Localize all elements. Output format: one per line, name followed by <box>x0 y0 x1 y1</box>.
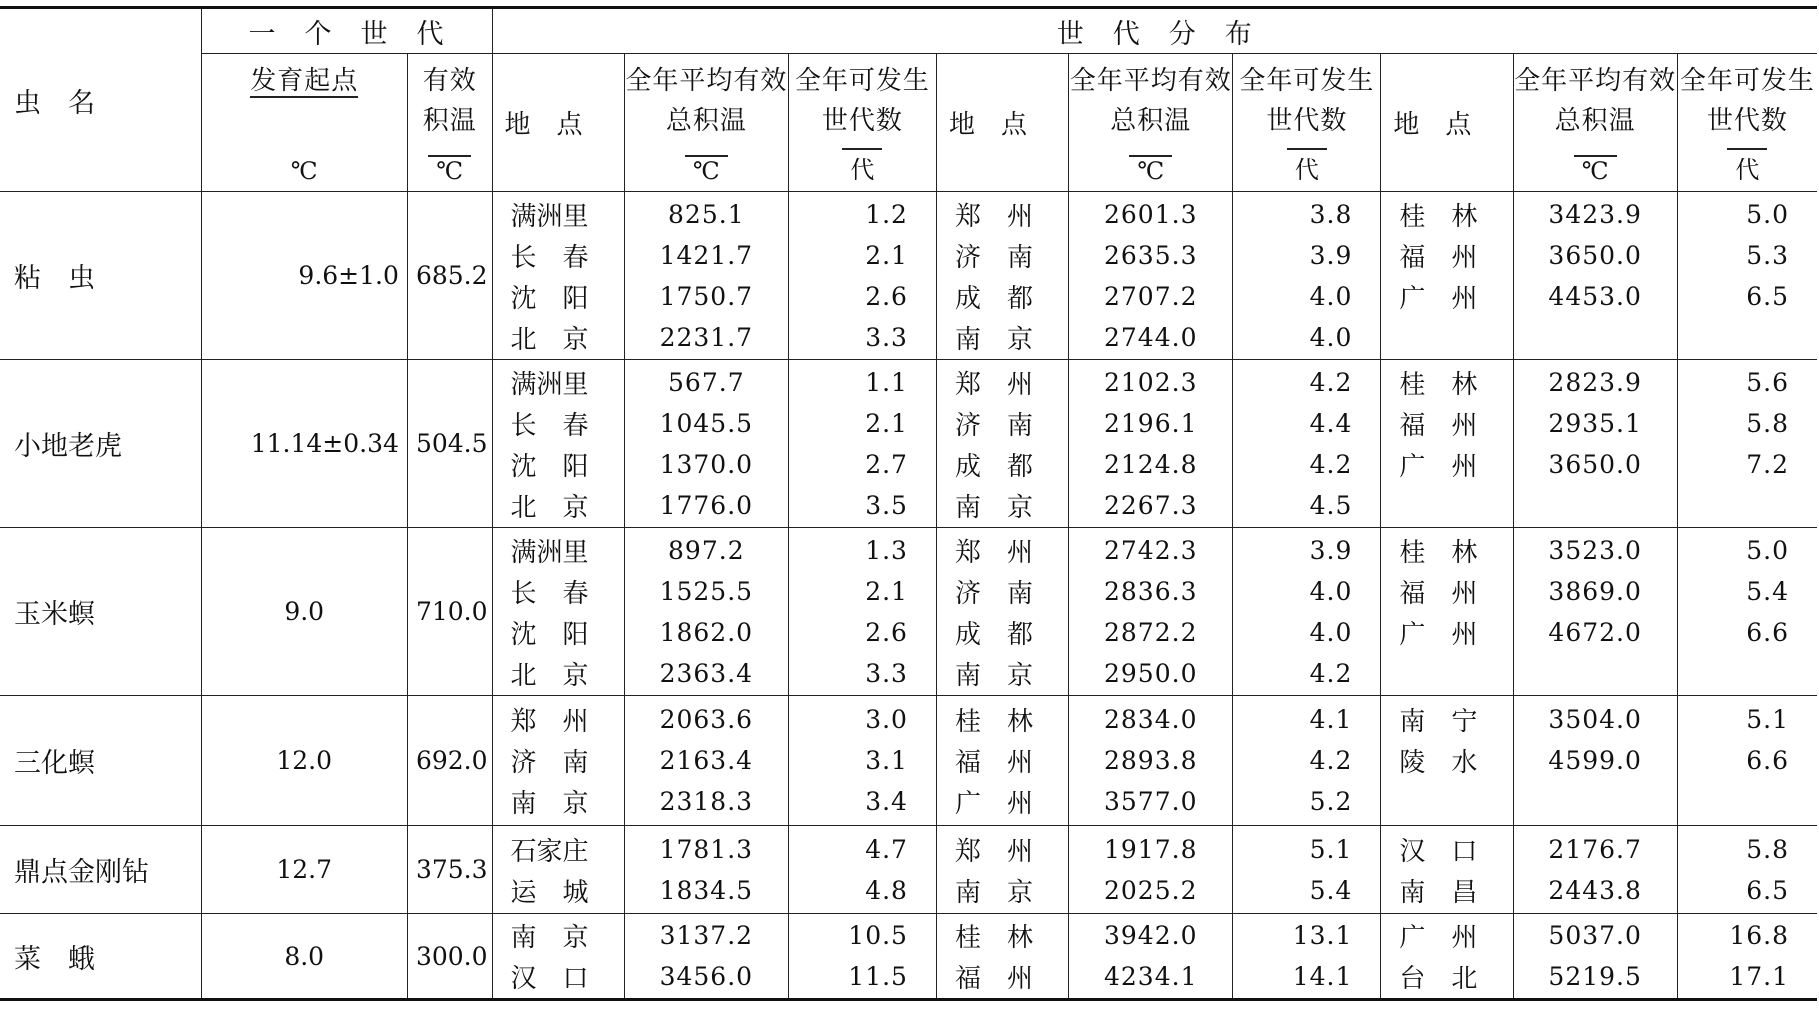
annual-temp-value: 3942.0 <box>1104 921 1198 950</box>
place-name: 成 都 <box>954 451 1033 482</box>
place-name: 济 南 <box>954 578 1033 609</box>
annual-temp-value: 3577.0 <box>1104 787 1198 816</box>
annual-temp-list <box>1513 528 1677 696</box>
annual-gen-value: 16.8 <box>1729 921 1789 950</box>
table-row <box>0 360 1817 528</box>
place-list <box>492 696 624 826</box>
place-name: 南 京 <box>954 324 1033 355</box>
annual-gen-value: 6.6 <box>1746 746 1789 775</box>
annual-gen-value: 4.1 <box>1309 705 1353 734</box>
annual-gen-value: 5.1 <box>1309 834 1353 864</box>
effective-temp-value: 504.5 <box>407 360 492 528</box>
annual-gen-value: 2.1 <box>865 576 908 606</box>
place-name: 长 春 <box>510 410 589 441</box>
annual-temp-value: 5037.0 <box>1548 921 1642 950</box>
one-generation-header: 一 个 世 代 <box>201 8 492 54</box>
annual-temp-value: 2834.0 <box>1104 705 1198 734</box>
annual-temp-value: 3456.0 <box>659 962 754 991</box>
annual-temp-value: 2635.3 <box>1104 240 1198 270</box>
annual-gen-list <box>1677 528 1817 696</box>
place-list <box>492 914 624 1000</box>
annual-gen-list <box>788 360 936 528</box>
annual-temp-value: 4599.0 <box>1548 746 1642 775</box>
annual-gen-list <box>1677 696 1817 826</box>
annual-temp-value: 3869.0 <box>1548 576 1642 606</box>
annual-gen-value: 3.5 <box>865 490 908 520</box>
annual-temp-value: 2163.4 <box>659 746 754 775</box>
annual-gen-value: 5.3 <box>1746 240 1789 270</box>
place-header-2: 地 点 <box>936 54 1068 192</box>
annual-gen-value: 13.1 <box>1292 921 1353 950</box>
annual-temp-value: 1776.0 <box>659 490 754 520</box>
annual-temp-header-1: 全年平均有效总积温 ℃ <box>624 54 788 192</box>
annual-temp-list <box>1069 528 1233 696</box>
annual-gen-list <box>1233 192 1381 360</box>
annual-temp-value: 2707.2 <box>1104 281 1198 311</box>
table-row <box>0 192 1817 360</box>
annual-temp-value: 2363.4 <box>659 658 754 688</box>
annual-gen-header-2: 全年可发生世代数 代 <box>1233 54 1381 192</box>
annual-temp-value: 2231.7 <box>659 322 754 352</box>
annual-temp-value: 1781.3 <box>659 834 754 864</box>
place-name: 沈 阳 <box>510 451 589 482</box>
annual-gen-value: 4.0 <box>1309 576 1353 606</box>
generation-distribution-header: 世 代 分 布 <box>492 8 1817 54</box>
annual-temp-list <box>1513 914 1677 1000</box>
annual-temp-value: 2744.0 <box>1104 322 1198 352</box>
place-list <box>1381 826 1513 914</box>
annual-gen-value: 5.6 <box>1746 367 1789 397</box>
place-list <box>936 528 1068 696</box>
annual-temp-value: 1421.7 <box>659 240 754 270</box>
insect-name-text: 鼎点金刚钻 <box>14 857 149 888</box>
annual-gen-list <box>1233 528 1381 696</box>
annual-gen-list <box>1233 360 1381 528</box>
table-row <box>0 826 1817 914</box>
annual-temp-value: 2742.3 <box>1104 535 1198 565</box>
place-name: 郑 州 <box>510 707 589 737</box>
place-name: 南 昌 <box>1399 877 1478 908</box>
effective-temp-value: 692.0 <box>407 696 492 826</box>
annual-gen-value: 5.0 <box>1746 199 1789 229</box>
place-list <box>936 826 1068 914</box>
annual-temp-value: 3423.9 <box>1548 199 1642 229</box>
annual-temp-value: 2196.1 <box>1104 408 1198 438</box>
insect-name <box>0 696 201 826</box>
insect-name <box>0 914 201 1000</box>
place-name: 南 宁 <box>1399 707 1478 737</box>
annual-temp-value: 2443.8 <box>1548 875 1642 905</box>
annual-temp-value: 3650.0 <box>1548 449 1642 479</box>
annual-gen-value: 17.1 <box>1729 962 1789 991</box>
dev-threshold-header: 发育起点 ℃ <box>201 54 407 192</box>
place-name: 运 城 <box>510 877 589 908</box>
annual-temp-value: 2823.9 <box>1548 367 1642 397</box>
place-list <box>492 528 624 696</box>
place-name: 桂 林 <box>954 707 1033 737</box>
annual-gen-list <box>1233 826 1381 914</box>
place-name: 南 京 <box>954 877 1033 908</box>
annual-gen-value <box>1678 485 1817 526</box>
annual-temp-value: 1525.5 <box>659 576 754 606</box>
dev-threshold-value: 9.0 <box>201 528 407 696</box>
annual-temp-list <box>624 914 788 1000</box>
annual-temp-value: 3504.0 <box>1548 705 1642 734</box>
annual-gen-list <box>1677 192 1817 360</box>
annual-temp-value: 1370.0 <box>659 449 754 479</box>
place-name: 成 都 <box>954 619 1033 650</box>
annual-gen-value: 6.5 <box>1746 875 1789 905</box>
annual-gen-value: 5.2 <box>1309 787 1353 816</box>
place-list <box>1381 914 1513 1000</box>
annual-gen-header-1: 全年可发生世代数 代 <box>788 54 936 192</box>
dev-threshold-value: 11.14±0.34 <box>201 360 407 528</box>
place-name: 长 春 <box>510 578 589 609</box>
annual-temp-value: 2025.2 <box>1104 875 1198 905</box>
annual-temp-value: 2318.3 <box>659 787 754 816</box>
annual-gen-value: 5.1 <box>1746 705 1789 734</box>
dev-threshold-value: 12.0 <box>201 696 407 826</box>
annual-temp-list <box>1069 192 1233 360</box>
annual-gen-value: 6.5 <box>1746 281 1789 311</box>
annual-gen-list <box>1677 914 1817 1000</box>
annual-gen-value: 2.6 <box>865 281 908 311</box>
annual-temp-value: 3137.2 <box>659 921 754 950</box>
annual-temp-value: 567.7 <box>668 367 745 397</box>
insect-name-text: 三化螟 <box>14 748 95 779</box>
place-list <box>936 914 1068 1000</box>
insect-name-header: 虫 名 <box>0 8 201 192</box>
annual-temp-value: 2267.3 <box>1104 490 1198 520</box>
annual-gen-list <box>1233 914 1381 1000</box>
place-name: 北 京 <box>510 492 589 523</box>
annual-gen-value: 2.7 <box>865 449 908 479</box>
annual-temp-header-3: 全年平均有效总积温 ℃ <box>1513 54 1677 192</box>
dev-threshold-value: 9.6±1.0 <box>201 192 407 360</box>
place-name: 广 州 <box>1399 619 1478 650</box>
annual-temp-value: 4672.0 <box>1548 617 1642 647</box>
place-list <box>492 360 624 528</box>
annual-gen-value: 4.8 <box>865 875 908 905</box>
annual-gen-value: 3.4 <box>865 787 908 816</box>
annual-gen-value: 4.2 <box>1309 658 1353 688</box>
insect-name-text: 菜 蛾 <box>14 943 95 975</box>
annual-gen-value: 4.4 <box>1309 408 1353 438</box>
annual-gen-value: 3.9 <box>1309 535 1353 565</box>
annual-temp-value <box>1514 317 1677 358</box>
annual-gen-value: 3.0 <box>865 705 908 734</box>
place-name: 广 州 <box>1399 451 1478 482</box>
annual-temp-value: 1834.5 <box>659 875 754 905</box>
place-name: 桂 林 <box>1399 369 1478 400</box>
place-list <box>492 192 624 360</box>
annual-gen-value: 5.0 <box>1746 535 1789 565</box>
annual-temp-list <box>1069 914 1233 1000</box>
place-name: 沈 阳 <box>510 283 589 314</box>
annual-gen-list <box>788 696 936 826</box>
table-row <box>0 696 1817 826</box>
annual-temp-header-2: 全年平均有效总积温 ℃ <box>1069 54 1233 192</box>
insect-name <box>0 360 201 528</box>
annual-temp-list <box>624 696 788 826</box>
place-name: 郑 州 <box>954 369 1033 400</box>
annual-temp-value: 4453.0 <box>1548 281 1642 311</box>
effective-temp-header: 有效积温 ℃ <box>407 54 492 192</box>
place-name: 福 州 <box>1399 410 1478 441</box>
place-name: 南 京 <box>510 923 589 953</box>
effective-temp-value: 685.2 <box>407 192 492 360</box>
place-list <box>936 192 1068 360</box>
place-name: 汉 口 <box>1399 836 1478 867</box>
annual-temp-list <box>624 360 788 528</box>
annual-temp-value: 2124.8 <box>1104 449 1198 479</box>
annual-gen-value <box>1678 653 1817 694</box>
place-name: 满洲里 <box>510 537 589 568</box>
place-list <box>1381 192 1513 360</box>
place-name <box>1381 317 1512 358</box>
annual-temp-list <box>1513 826 1677 914</box>
annual-gen-value: 2.6 <box>865 617 908 647</box>
annual-temp-list <box>1513 360 1677 528</box>
annual-gen-value: 5.4 <box>1309 875 1353 905</box>
place-name <box>1381 485 1512 526</box>
place-list <box>492 826 624 914</box>
annual-gen-value: 4.2 <box>1309 746 1353 775</box>
annual-gen-value: 3.8 <box>1309 199 1353 229</box>
annual-temp-value: 1045.5 <box>659 408 754 438</box>
annual-gen-value: 7.2 <box>1746 449 1789 479</box>
place-name: 福 州 <box>954 964 1033 994</box>
annual-gen-value: 4.7 <box>865 834 908 864</box>
table-row <box>0 528 1817 696</box>
place-name: 陵 水 <box>1399 748 1478 778</box>
annual-temp-value: 897.2 <box>668 535 745 565</box>
place-name: 石家庄 <box>510 836 589 867</box>
annual-temp-value: 1750.7 <box>659 281 754 311</box>
annual-gen-list <box>1677 826 1817 914</box>
annual-gen-value: 5.4 <box>1746 576 1789 606</box>
place-name: 南 京 <box>954 492 1033 523</box>
annual-gen-header-3: 全年可发生世代数 代 <box>1679 65 1815 184</box>
annual-temp-value: 4234.1 <box>1104 962 1198 991</box>
place-name: 汉 口 <box>510 964 589 994</box>
place-list <box>936 360 1068 528</box>
annual-temp-value: 2872.2 <box>1104 617 1198 647</box>
place-name: 满洲里 <box>510 369 589 400</box>
annual-temp-value <box>1514 781 1677 822</box>
insect-name-text: 粘 虫 <box>14 263 95 294</box>
place-name: 北 京 <box>510 324 589 355</box>
place-name: 台 北 <box>1399 964 1478 994</box>
header-row-columns <box>0 54 1817 192</box>
place-name: 郑 州 <box>954 537 1033 568</box>
place-list <box>1381 528 1513 696</box>
insect-generation-table <box>0 6 1817 1001</box>
annual-gen-value <box>1678 317 1817 358</box>
place-name: 广 州 <box>1399 283 1478 314</box>
annual-gen-value: 4.0 <box>1309 617 1353 647</box>
annual-temp-value <box>1514 485 1677 526</box>
annual-gen-value: 5.8 <box>1746 834 1789 864</box>
header-row-top <box>0 8 1817 54</box>
place-list <box>1381 696 1513 826</box>
annual-temp-value: 1862.0 <box>659 617 754 647</box>
place-name: 沈 阳 <box>510 619 589 650</box>
annual-gen-value: 4.0 <box>1309 322 1353 352</box>
place-name: 桂 林 <box>1399 537 1478 568</box>
annual-temp-list <box>1069 360 1233 528</box>
annual-gen-value: 4.0 <box>1309 281 1353 311</box>
place-name: 满洲里 <box>510 201 589 232</box>
annual-temp-value: 2836.3 <box>1104 576 1198 606</box>
annual-gen-value: 6.6 <box>1746 617 1789 647</box>
annual-gen-value: 4.2 <box>1309 367 1353 397</box>
annual-gen-value: 5.8 <box>1746 408 1789 438</box>
annual-gen-value: 10.5 <box>848 921 908 950</box>
annual-temp-list <box>1513 192 1677 360</box>
place-name: 福 州 <box>954 748 1033 778</box>
effective-temp-value: 710.0 <box>407 528 492 696</box>
annual-temp-value: 2176.7 <box>1548 834 1642 864</box>
place-name: 济 南 <box>954 242 1033 273</box>
insect-name-text: 玉米螟 <box>14 599 95 630</box>
annual-gen-value: 3.1 <box>865 746 908 775</box>
annual-temp-value: 2935.1 <box>1548 408 1642 438</box>
annual-gen-value: 1.1 <box>865 367 908 397</box>
annual-gen-value: 1.2 <box>865 199 908 229</box>
annual-temp-value: 1917.8 <box>1104 834 1198 864</box>
place-header-3: 地 点 <box>1381 54 1513 192</box>
annual-temp-list <box>1069 826 1233 914</box>
place-name: 福 州 <box>1399 242 1478 273</box>
annual-gen-list <box>788 914 936 1000</box>
annual-temp-value: 825.1 <box>668 199 745 229</box>
place-list <box>1381 360 1513 528</box>
place-name: 郑 州 <box>954 836 1033 867</box>
place-name: 郑 州 <box>954 201 1033 232</box>
annual-temp-list <box>624 826 788 914</box>
annual-temp-value: 5219.5 <box>1548 962 1642 991</box>
annual-gen-value: 2.1 <box>865 240 908 270</box>
annual-gen-list <box>788 528 936 696</box>
annual-temp-value: 2601.3 <box>1104 199 1198 229</box>
annual-gen-value: 3.3 <box>865 322 908 352</box>
annual-temp-value: 2102.3 <box>1104 367 1198 397</box>
annual-temp-value: 2893.8 <box>1104 746 1198 775</box>
place-name: 南 京 <box>954 660 1033 691</box>
annual-gen-value: 2.1 <box>865 408 908 438</box>
annual-gen-value: 3.3 <box>865 658 908 688</box>
place-name: 长 春 <box>510 242 589 273</box>
insect-name <box>0 826 201 914</box>
annual-temp-value: 3523.0 <box>1548 535 1642 565</box>
place-header-1: 地 点 <box>492 54 624 192</box>
dev-threshold-value: 12.7 <box>201 826 407 914</box>
annual-temp-list <box>624 192 788 360</box>
place-name: 广 州 <box>1399 923 1478 953</box>
place-name <box>1381 781 1512 822</box>
annual-gen-value: 4.5 <box>1309 490 1353 520</box>
annual-temp-value: 2063.6 <box>659 705 754 734</box>
place-name <box>1381 653 1512 694</box>
annual-gen-value: 3.9 <box>1309 240 1353 270</box>
place-name: 南 京 <box>510 789 589 819</box>
place-name: 济 南 <box>510 748 589 778</box>
insect-name <box>0 192 201 360</box>
place-name: 济 南 <box>954 410 1033 441</box>
annual-gen-value <box>1678 781 1817 822</box>
place-name: 成 都 <box>954 283 1033 314</box>
place-list <box>936 696 1068 826</box>
insect-name-text: 小地老虎 <box>14 431 122 462</box>
place-name: 北 京 <box>510 660 589 691</box>
annual-gen-value: 1.3 <box>865 535 908 565</box>
place-name: 桂 林 <box>954 923 1033 953</box>
annual-temp-value: 3650.0 <box>1548 240 1642 270</box>
annual-gen-list <box>788 192 936 360</box>
annual-temp-list <box>1513 696 1677 826</box>
annual-gen-value: 11.5 <box>848 962 908 991</box>
place-name: 桂 林 <box>1399 201 1478 232</box>
annual-temp-list <box>624 528 788 696</box>
annual-gen-value: 4.2 <box>1309 449 1353 479</box>
annual-gen-list <box>788 826 936 914</box>
annual-gen-value: 14.1 <box>1292 962 1353 991</box>
annual-temp-list <box>1069 696 1233 826</box>
insect-name <box>0 528 201 696</box>
annual-gen-list <box>1677 360 1817 528</box>
dev-threshold-value: 8.0 <box>201 914 407 1000</box>
annual-temp-value <box>1514 653 1677 694</box>
annual-temp-value: 2950.0 <box>1104 658 1198 688</box>
place-name: 广 州 <box>954 789 1033 819</box>
table-row <box>0 914 1817 1000</box>
effective-temp-value: 375.3 <box>407 826 492 914</box>
annual-gen-list <box>1233 696 1381 826</box>
effective-temp-value: 300.0 <box>407 914 492 1000</box>
place-name: 福 州 <box>1399 578 1478 609</box>
